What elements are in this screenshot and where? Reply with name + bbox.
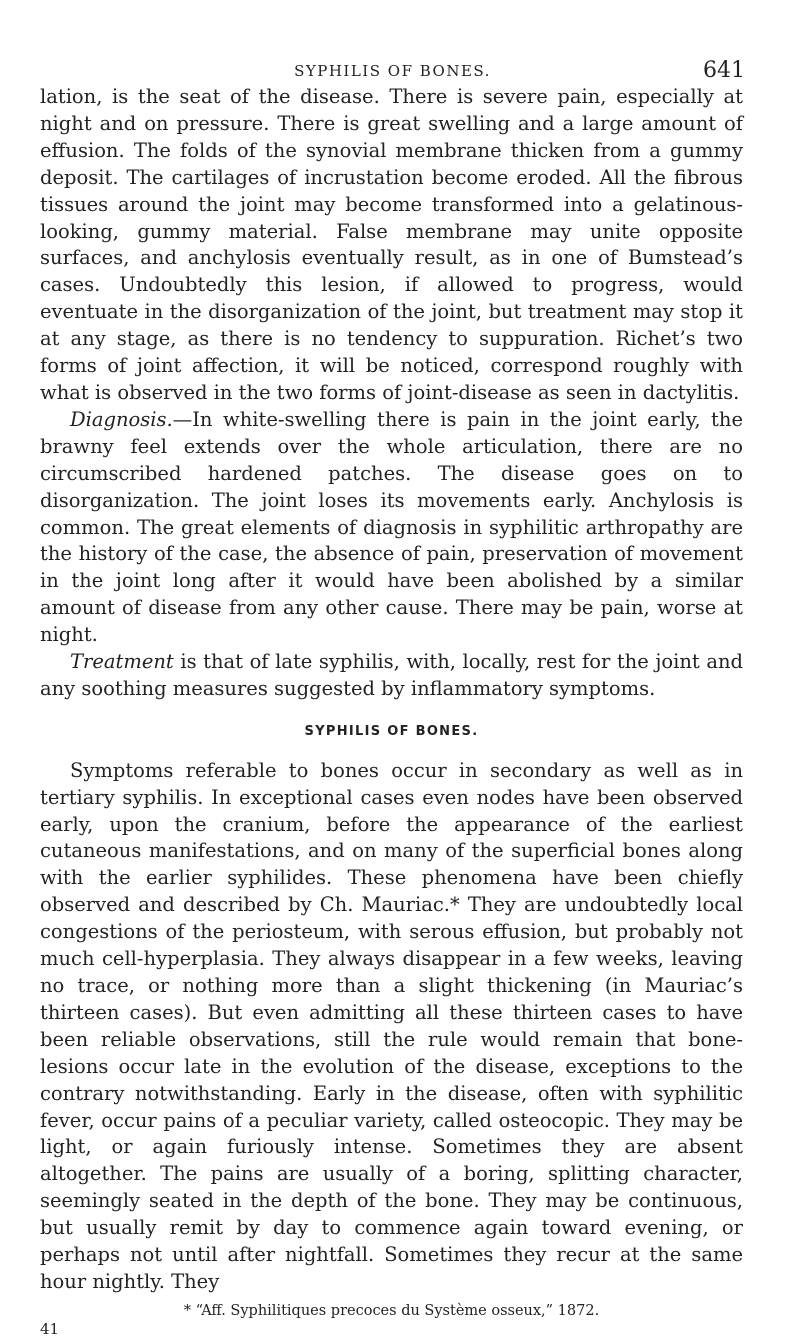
diagnosis-text: —In white-swelling there is pain in the joint early, the brawny feel extends over the whole articulation, there are no circumscribed hardened patches. The disease goes on to disorganization. The joint loses its movements early. Anchylosis is common. The great elements of diagnosis in syphilitic arthropathy are the history of the case, the absence of pain, preservation of movement in the joint long after it would have been abolished by a similar amount of disease from any other cause. There may be pain, worse at night. xyxy=(40,407,743,647)
treatment-text: is that of late syphilis, with, locally, rest for the joint and any soothing measures suggested by inflammatory symptoms. xyxy=(40,650,743,700)
paragraph-diagnosis xyxy=(40,407,743,649)
running-title: SYPHILIS OF BONES. xyxy=(294,62,491,80)
treatment-label: Treatment xyxy=(70,650,174,674)
section-heading: SYPHILIS OF BONES. xyxy=(304,723,479,739)
page-number: 641 xyxy=(703,58,745,83)
running-head xyxy=(40,58,745,86)
paragraph-bones: Symptoms referable to bones occur in secondary as well as in tertiary syphilis. In exceptional cases even nodes have been observed early, upon the cranium, before the appearance of the earliest cutaneous manifestations, and on many of the superficial bones along with the earlier syphilides. These phenomena have been chiefly observed and described by Ch. Mauriac.* They are undoubtedly local congestions of the periosteum, with serous effusion, but probably not much cell-hyperplasia. They always disappear in a few weeks, leaving no trace, or nothing more than a slight thickening (in Mauriac’s thirteen cases). But even admitting all these thirteen cases to have been reliable observations, still the rule would remain that bone-lesions occur late in the evolution of the disease, exceptions to the contrary notwithstanding. Early in the disease, often with syphilitic fever, occur pains of a peculiar variety, called osteocopic. They may be light, or again furiously intense. Sometimes they are absent altogether. The pains are usually of a boring, splitting character, seemingly seated in the depth of the bone. They may be continuous, but usually remit by day to commence again toward evening, or perhaps not until after nightfall. Sometimes they recur at the same hour nightly. They xyxy=(40,758,743,1293)
signature-mark: 41 xyxy=(40,1319,60,1338)
body-text xyxy=(40,84,743,1338)
paragraph-treatment xyxy=(40,649,743,703)
paragraph-continuation: lation, is the seat of the disease. There is severe pain, especially at night and on pressure. There is great swelling and a large amount of effusion. The folds of the synovial membrane thicken from a gummy deposit. The cartilages of incrustation become eroded. All the fibrous tissues around the joint may become transformed into a gelatinous-looking, gummy material. False membrane may unite opposite surfaces, and anchylosis eventually result, as in one of Bumstead’s cases. Undoubtedly this lesion, if allowed to progress, would eventuate in the disorganization of the joint, but treatment may stop it at any stage, as there is no tendency to suppuration. Richet’s two forms of joint affection, it will be noticed, correspond roughly with what is observed in the two forms of joint-disease as seen in dactylitis. xyxy=(40,85,743,404)
diagnosis-label: Diagnosis. xyxy=(70,407,173,431)
footnote: * “Aff. Syphilitiques precoces du Système osseux,” 1872. xyxy=(183,1302,600,1319)
